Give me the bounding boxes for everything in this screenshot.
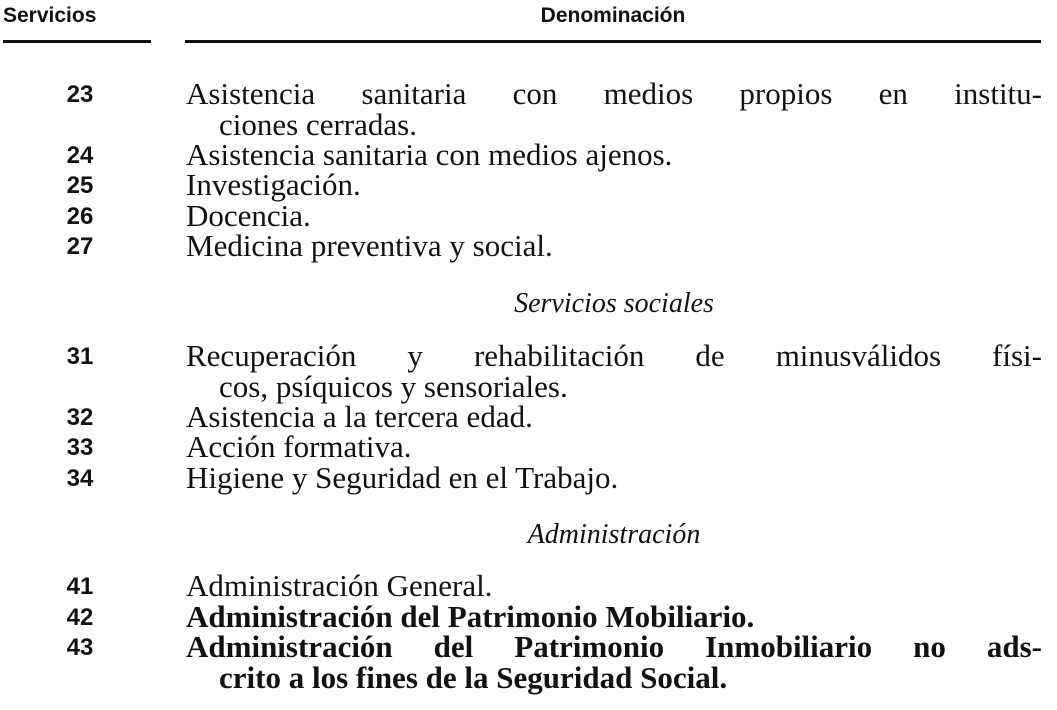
denomination-line: Asistencia sanitaria con medios propios en institu- — [186, 76, 1042, 111]
service-code: 41 — [66, 573, 94, 600]
service-denomination: Administración del Patrimonio Mobiliario. — [186, 599, 755, 634]
service-denomination: Higiene y Seguridad en el Trabajo. — [186, 460, 619, 495]
service-denomination: Medicina preventiva y social. — [186, 228, 553, 263]
service-denomination: Asistencia sanitaria con medios ajenos. — [186, 137, 673, 172]
service-code: 33 — [66, 434, 94, 461]
column-header-servicios: Servicios — [3, 4, 97, 27]
service-denomination: Administración General. — [186, 568, 493, 603]
service-denomination — [186, 629, 1042, 695]
service-code: 43 — [66, 634, 94, 661]
service-denomination — [186, 76, 1042, 142]
service-denomination: Investigación. — [186, 167, 361, 202]
service-denomination: Asistencia a la tercera edad. — [186, 399, 533, 434]
section-heading: Servicios sociales — [514, 288, 714, 319]
service-code: 31 — [66, 343, 94, 370]
service-denomination: Docencia. — [186, 198, 311, 233]
denomination-line: Administración del Patrimonio Inmobiliario no ads- — [186, 629, 1042, 664]
header-rule-servicios — [3, 40, 151, 43]
service-code: 25 — [66, 172, 94, 199]
service-code: 27 — [66, 233, 94, 260]
header-rule-denominacion — [185, 40, 1041, 43]
service-denomination — [186, 338, 1042, 404]
service-code: 42 — [66, 604, 94, 631]
service-code: 23 — [66, 81, 94, 108]
service-code: 34 — [66, 465, 94, 492]
service-code: 32 — [66, 404, 94, 431]
service-code: 24 — [66, 142, 94, 169]
denomination-line: ciones cerradas. — [219, 106, 417, 142]
service-denomination: Acción formativa. — [186, 429, 412, 464]
section-heading: Administración — [527, 519, 701, 550]
denomination-line: cos, psíquicos y sensoriales. — [219, 368, 568, 404]
column-header-denominacion: Denominación — [540, 4, 686, 27]
denomination-line: Recuperación y rehabilitación de minusválidos físi- — [186, 338, 1042, 373]
service-code: 26 — [66, 203, 94, 230]
denomination-line: crito a los fines de la Seguridad Social. — [219, 659, 728, 695]
